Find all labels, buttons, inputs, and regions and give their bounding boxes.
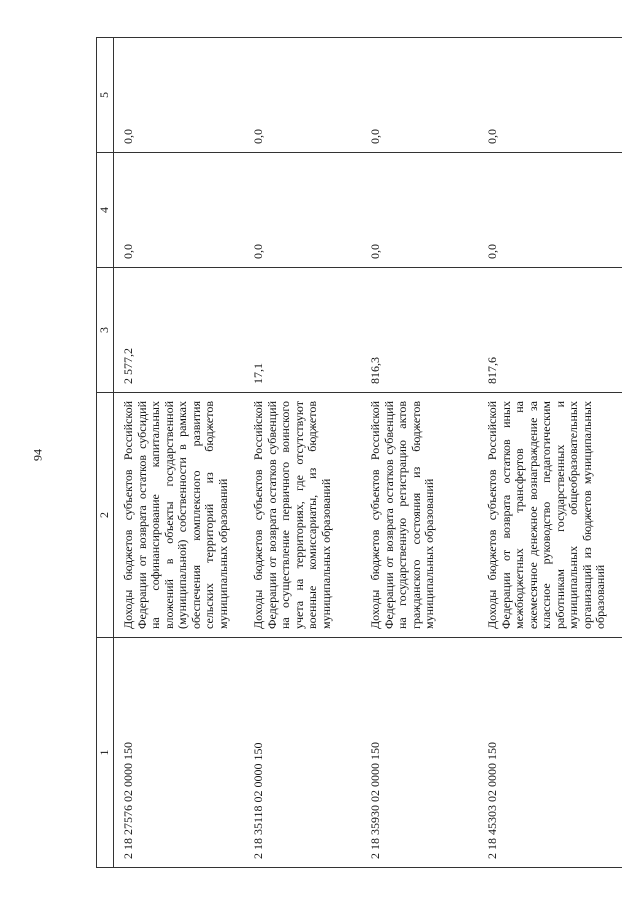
budget-code: 2 18 35118 02 0000 150 bbox=[244, 638, 361, 868]
budget-code: 2 18 45303 02 0000 150 bbox=[478, 638, 622, 868]
column-header-1: 1 bbox=[97, 638, 114, 868]
column-header-3: 3 bbox=[97, 268, 114, 393]
value-col3: 817,6 bbox=[478, 268, 622, 393]
column-header-5: 5 bbox=[97, 38, 114, 153]
budget-code: 2 18 27576 02 0000 150 bbox=[114, 638, 245, 868]
revenue-description: Доходы бюджетов субъектов Российской Федерации от возврата остатков иных межбюджетных трансфертов на ежемесячное денежное вознаграждение за классное руководство педагогическим работникам государственных и муниципальных общеобразовательных организаций из бюджетов муниципальных образований bbox=[478, 393, 622, 638]
table-row bbox=[114, 38, 245, 868]
value-col5: 0,0 bbox=[114, 38, 245, 153]
value-col4: 0,0 bbox=[114, 153, 245, 268]
rotated-table-container bbox=[96, 38, 636, 868]
value-col3: 2 577,2 bbox=[114, 268, 245, 393]
table-header-row bbox=[97, 38, 114, 868]
value-col4: 0,0 bbox=[361, 153, 478, 268]
budget-code: 2 18 35930 02 0000 150 bbox=[361, 638, 478, 868]
value-col3: 17,1 bbox=[244, 268, 361, 393]
value-col4: 0,0 bbox=[478, 153, 622, 268]
column-header-4: 4 bbox=[97, 153, 114, 268]
table-row bbox=[244, 38, 361, 868]
revenue-description: Доходы бюджетов субъектов Российской Федерации от возврата остатков субсидий на софинансирование капитальных вложений в объекты государственной (муниципальной) собственности в рамках обеспечения комплексного развития сельских территорий из бюджетов муниципальных образований bbox=[114, 393, 245, 638]
revenue-description: Доходы бюджетов субъектов Российской Федерации от возврата остатков субвенций на государственную регистрацию актов гражданского состояния из бюджетов муниципальных образований bbox=[361, 393, 478, 638]
value-col5: 0,0 bbox=[478, 38, 622, 153]
value-col3: 816,3 bbox=[361, 268, 478, 393]
value-col4: 0,0 bbox=[244, 153, 361, 268]
value-col5: 0,0 bbox=[244, 38, 361, 153]
value-col5: 0,0 bbox=[361, 38, 478, 153]
table-row bbox=[478, 38, 622, 868]
table-row bbox=[361, 38, 478, 868]
revenue-description: Доходы бюджетов субъектов Российской Федерации от возврата остатков субвенций на осуществление первичного воинского учета на территориях, где отсутствуют военные комиссариаты, из бюджетов муниципальных образований bbox=[244, 393, 361, 638]
page-number: 94 bbox=[30, 449, 45, 461]
budget-revenue-table bbox=[96, 37, 622, 868]
column-header-2: 2 bbox=[97, 393, 114, 638]
